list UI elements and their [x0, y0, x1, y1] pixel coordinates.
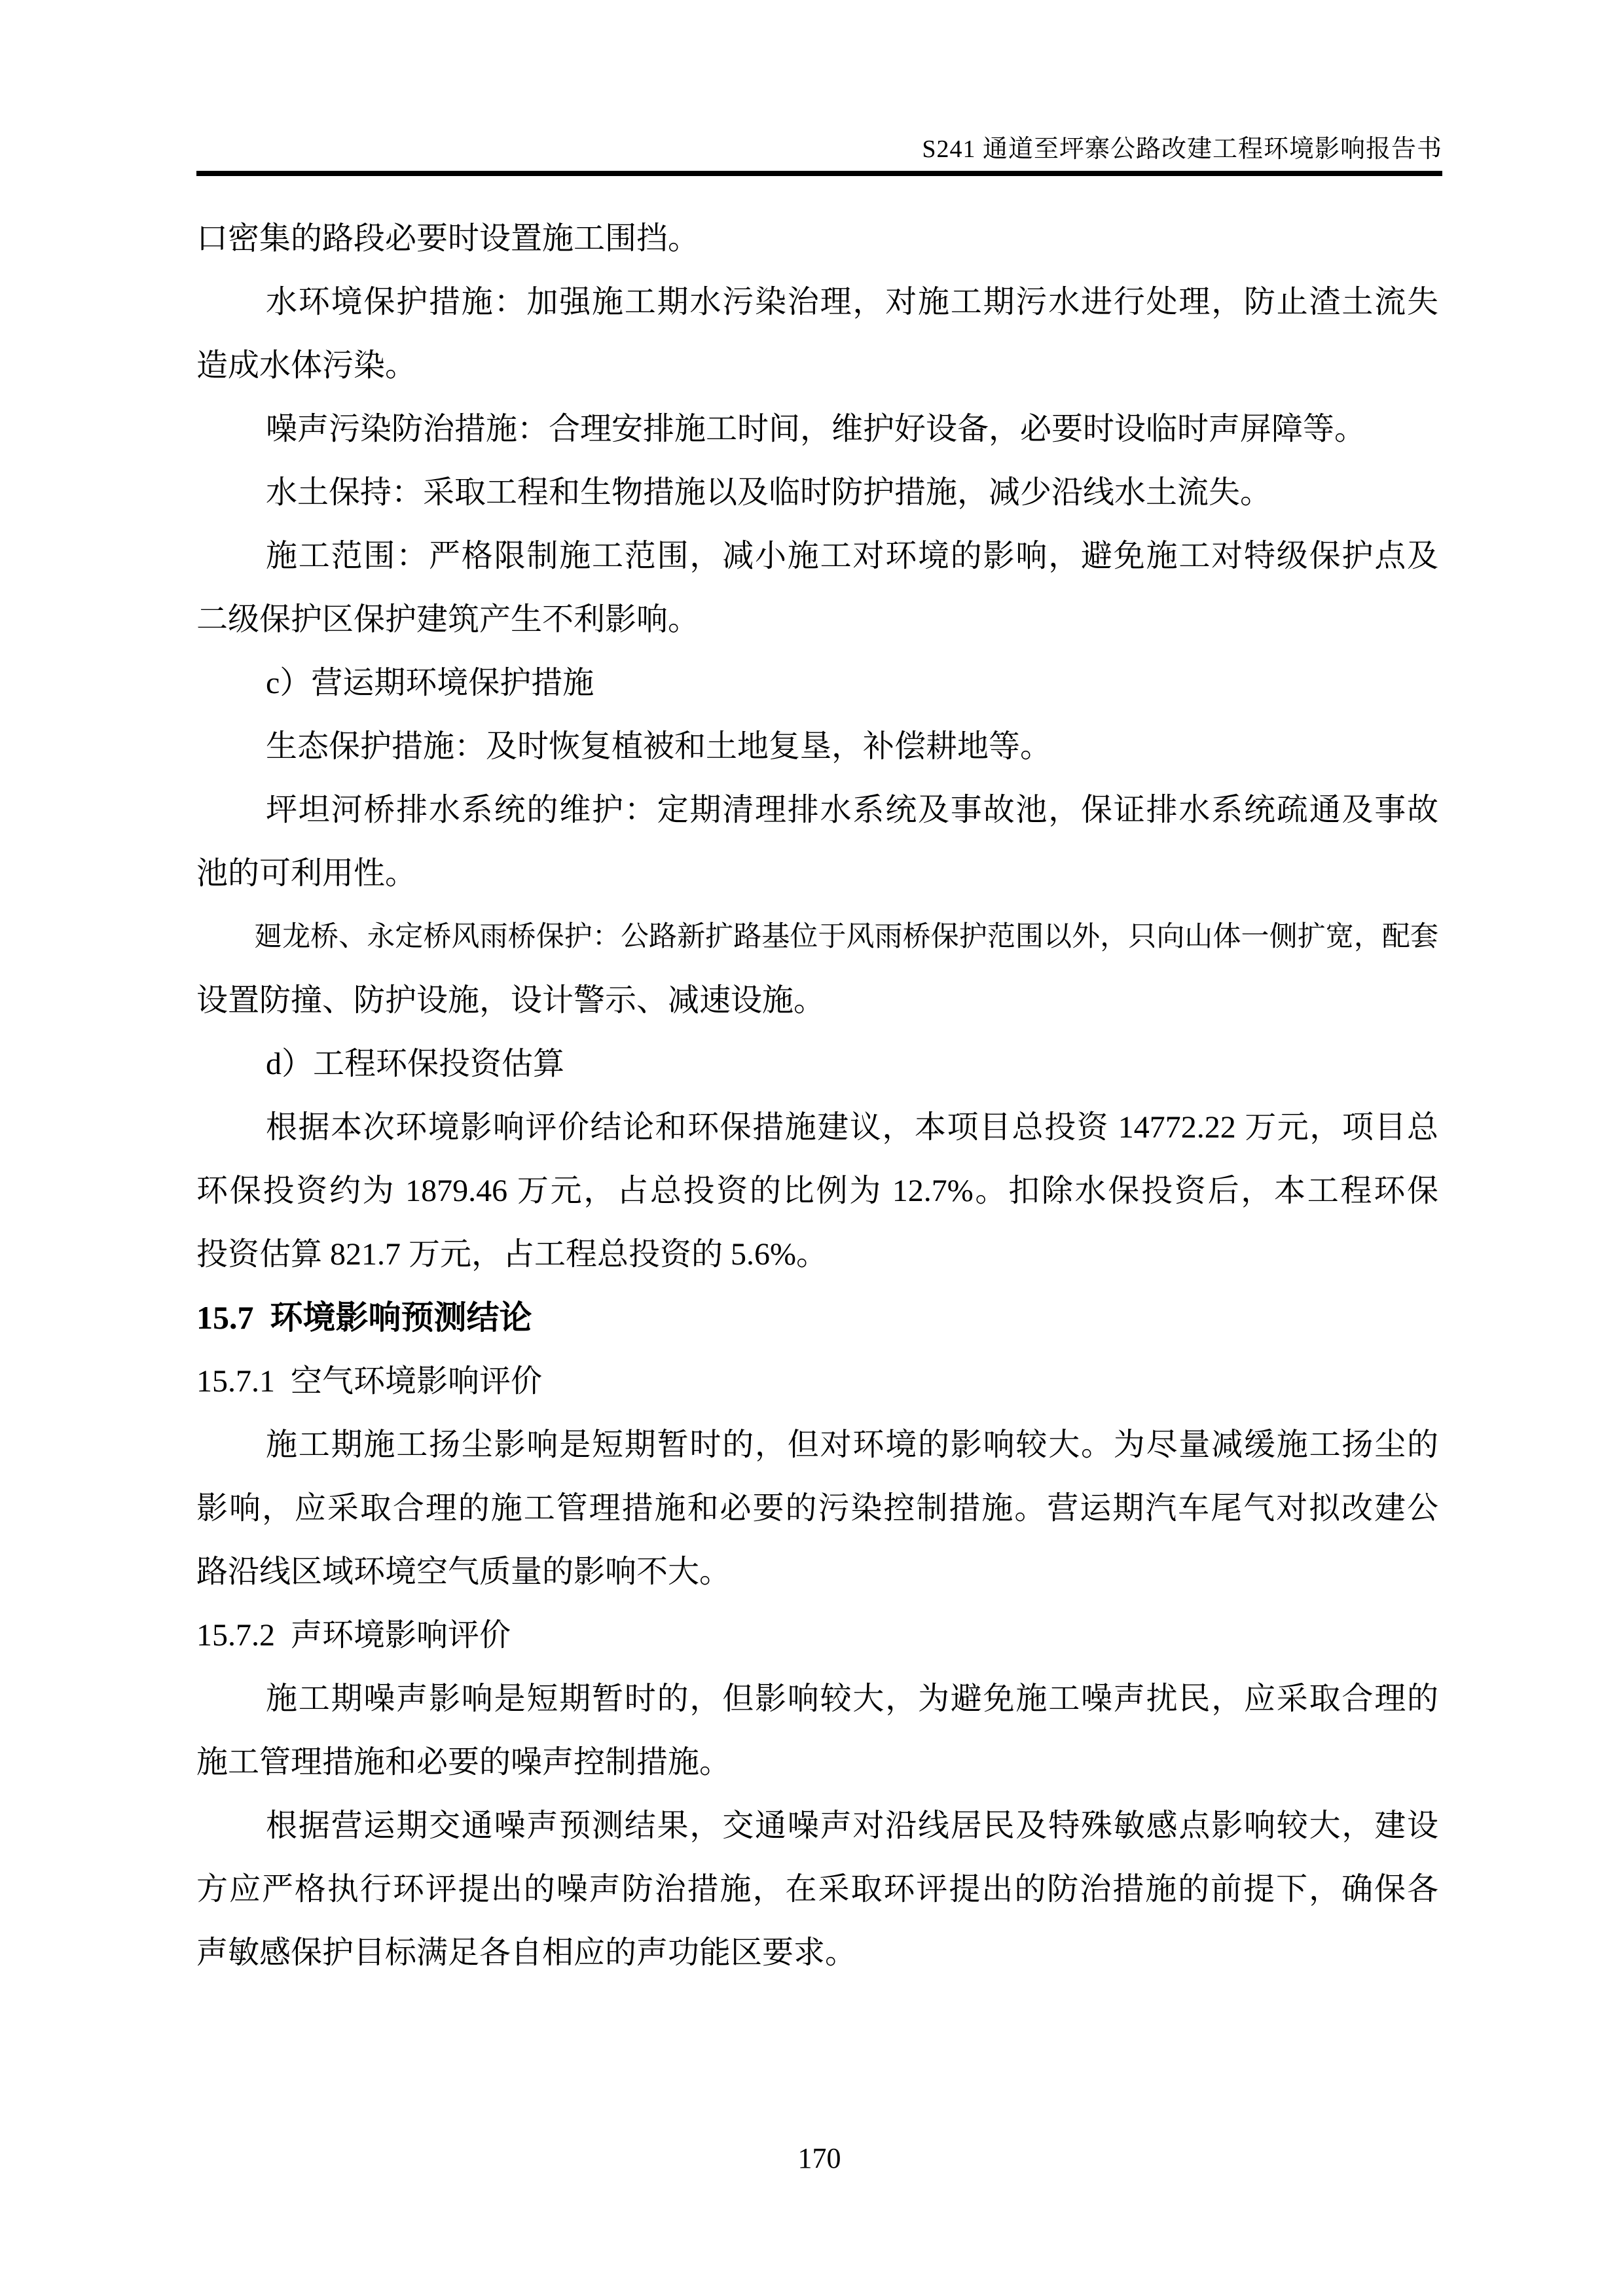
text-line: 路沿线区域环境空气质量的影响不大。	[196, 1554, 731, 1589]
text-line: 施工管理措施和必要的噪声控制措施。	[196, 1745, 731, 1780]
text-line: 施工期施工扬尘影响是短期暂时的，但对环境的影响较大。为尽量减缓施工扬尘的	[266, 1427, 1438, 1462]
header-divider-rule	[196, 171, 1442, 176]
text-line: 造成水体污染。	[196, 348, 417, 383]
section-heading: 15.7.2 声环境影响评价	[196, 1618, 511, 1653]
text-line: 影响，应采取合理的施工管理措施和必要的污染控制措施。营运期汽车尾气对拟改建公	[196, 1491, 1438, 1526]
text-line: c）营运期环境保护措施	[266, 666, 594, 700]
text-line: 环保投资约为 1879.46 万元，占总投资的比例为 12.7%。扣除水保投资后，本工程环保	[196, 1174, 1438, 1208]
section-heading: 15.7 环境影响预测结论	[196, 1299, 532, 1336]
text-line: 声敏感保护目标满足各自相应的声功能区要求。	[196, 1935, 857, 1970]
body-text	[196, 207, 1438, 1984]
text-line: 根据本次环境影响评价结论和环保措施建议，本项目总投资 14772.22 万元，项目总	[266, 1110, 1438, 1145]
page-number: 170	[797, 2142, 841, 2174]
text-line: 噪声污染防治措施：合理安排施工时间，维护好设备，必要时设临时声屏障等。	[266, 412, 1366, 446]
page-header-title: S241 通道至坪寨公路改建工程环境影响报告书	[922, 135, 1442, 163]
text-line: 投资估算 821.7 万元，占工程总投资的 5.6%。	[196, 1237, 828, 1272]
text-line: 池的可利用性。	[196, 856, 417, 891]
text-line: 施工范围：严格限制施工范围，减小施工对环境的影响，避免施工对特级保护点及	[266, 539, 1438, 573]
text-line: 坪坦河桥排水系统的维护：定期清理排水系统及事故池，保证排水系统疏通及事故	[266, 793, 1438, 827]
text-line: 方应严格执行环评提出的噪声防治措施，在采取环评提出的防治措施的前提下，确保各	[196, 1872, 1438, 1907]
text-line: 水环境保护措施：加强施工期水污染治理，对施工期污水进行处理，防止渣土流失	[266, 285, 1438, 319]
text-line: 口密集的路段必要时设置施工围挡。	[196, 221, 700, 256]
text-line: 廻龙桥、永定桥风雨桥保护：公路新扩路基位于风雨桥保护范围以外，只向山体一侧扩宽，配套	[254, 922, 1438, 952]
text-line: 水土保持：采取工程和生物措施以及临时防护措施，减少沿线水土流失。	[266, 475, 1272, 510]
text-line: 设置防撞、防护设施，设计警示、减速设施。	[196, 983, 826, 1018]
text-line: d）工程环保投资估算	[266, 1047, 565, 1081]
text-line: 根据营运期交通噪声预测结果，交通噪声对沿线居民及特殊敏感点影响较大，建设	[266, 1808, 1438, 1843]
text-line: 施工期噪声影响是短期暂时的，但影响较大，为避免施工噪声扰民，应采取合理的	[266, 1681, 1438, 1716]
text-line: 生态保护措施：及时恢复植被和土地复垦，补偿耕地等。	[266, 729, 1052, 764]
section-heading: 15.7.1 空气环境影响评价	[196, 1364, 543, 1399]
text-line: 二级保护区保护建筑产生不利影响。	[196, 602, 700, 637]
